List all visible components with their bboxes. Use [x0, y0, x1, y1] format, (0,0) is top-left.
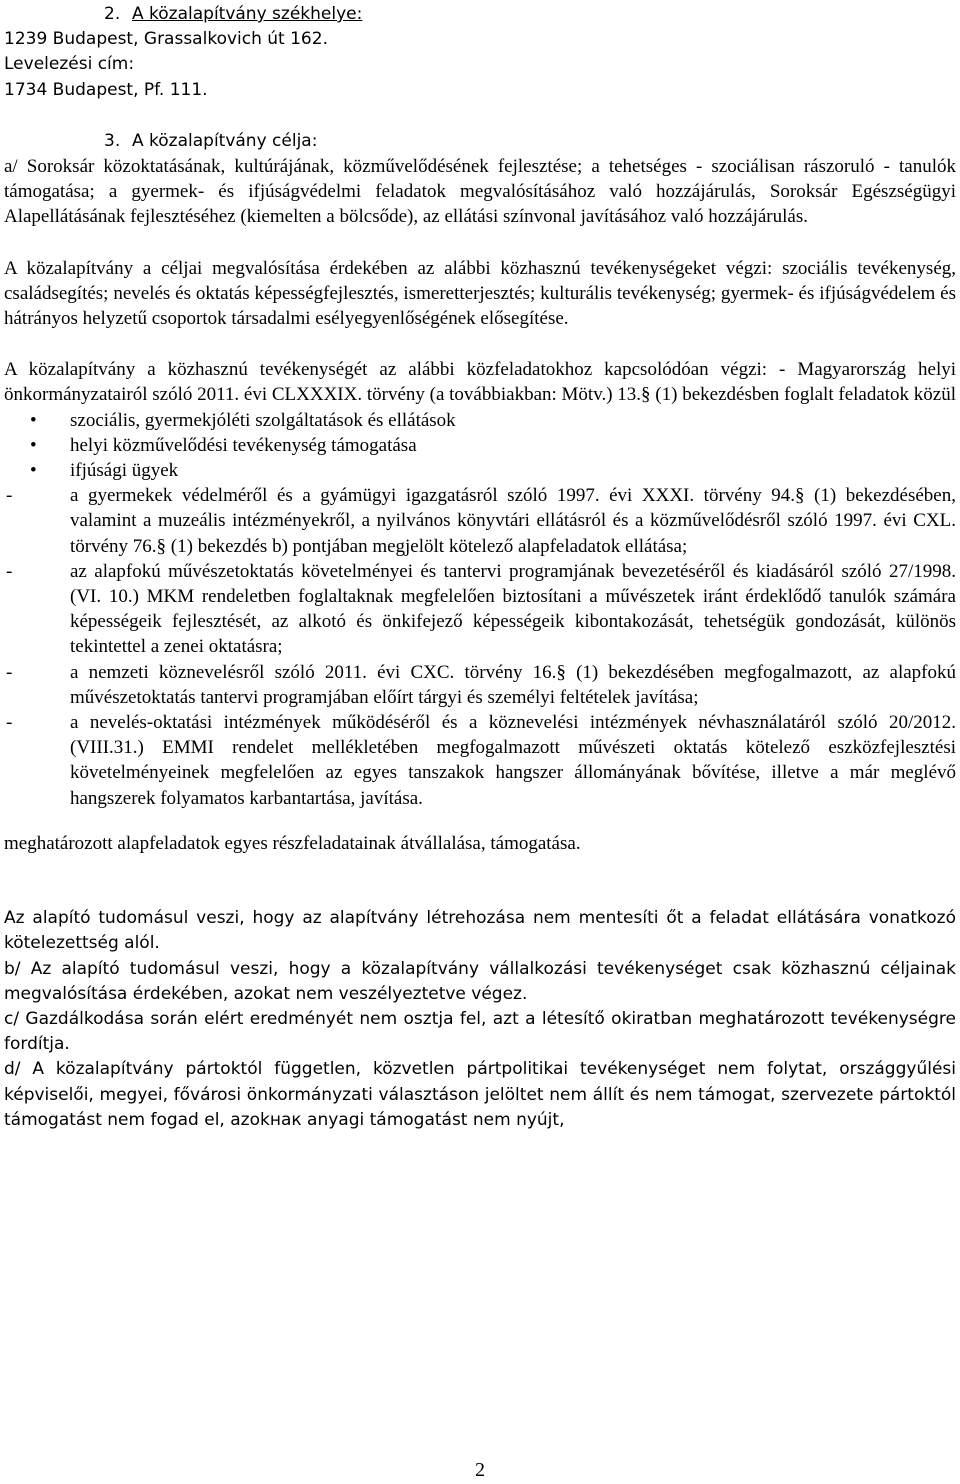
list-item: [4, 408, 956, 433]
dash-item-text: az alapfokú művészetoktatás követelményei és tantervi programjának bevezetéséről és kiadásáról szóló 27/1998. (VI. 10.) MKM rendeletben foglaltaknak megfelelően biztosítani a művészetek iránt érdeklődő tanulók számára képességeik fejlesztését, az alkotó és önkifejező képességeik kibontakozását, tehetségük gondozását, különös tekintettel a zenei oktatásra;: [70, 560, 956, 658]
dash-item: [4, 559, 956, 660]
paragraph-b: b/ Az alapító tudomásul veszi, hogy a közalapítvány vállalkozási tevékenységet csak közhasznú céljainak megvalósítása érdekében, azokat nem veszélyeztetve végez.: [4, 958, 956, 1004]
page-number: 2: [475, 1459, 485, 1481]
founder-section: [4, 906, 956, 1133]
mail-label: Levelezési cím:: [4, 54, 135, 75]
aim-paragraph: a/ Soroksár közoktatásának, kultúrájának, közművelődésének fejlesztése; a tehetséges - szociálisan rászoruló - tanulók támogatása; a gyermek- és ifjúságvédelmi feladatok megvalósításához való hozzájárulás, Soroksár Egészségügyi Alapellátásának fejlesztéséhez (kiemelten a bölcsőde), az ellátási színvonal javításához való hozzájárulás.: [4, 156, 956, 228]
dash-item-text: a gyermekek védelméről és a gyámügyi igazgatásról szóló 1997. évi XXXI. törvény 94.§ (1) bekezdésében, valamint a muzeális intézményekről, a nyilvános könyvtári ellátásról és a közművelődésről szóló 1997. évi CXL. törvény 76.§ (1) bekezdés b) pontjában megjelölt kötelező alapfeladatok ellátása;: [70, 485, 956, 557]
spacer: [4, 856, 956, 906]
spacer: [4, 331, 956, 357]
dash-marker: -: [6, 485, 13, 507]
section-2-heading: [4, 2, 956, 27]
public-tasks-paragraph: A közalapítvány a közhasznú tevékenységét az alábbi közfeladatokhoz kapcsolódóan végzi: - Magyarország helyi önkormányzatairól szóló 2011. évi CLXXXIX. törvény (a továbbiakban: Mötv.) 13.§ (1) bekezdésben foglalt feladatok közül: [4, 359, 957, 406]
mail-address: 1734 Budapest, Pf. 111.: [4, 79, 208, 100]
paragraph-c: c/ Gazdálkodása során elért eredményét nem osztja fel, azt a létesítő okiratban meghatározott tevékenységre fordítja.: [4, 1008, 956, 1055]
document-page: [4, 2, 956, 1133]
bullet-list: [4, 408, 956, 484]
section-2: [4, 2, 956, 103]
section-3-title: A közalapítvány célja:: [132, 130, 318, 151]
bullet-icon: •: [30, 434, 37, 456]
spacer: [4, 230, 956, 256]
tasks-paragraph: meghatározott alapfeladatok egyes részfeladatainak átvállalása, támogatása.: [4, 832, 581, 854]
section-3-number: 3.: [104, 130, 121, 151]
dash-item-text: a nemzeti köznevelésről szóló 2011. évi CXC. törvény 16.§ (1) bekezdésében megfogalmazott, az alapfokú művészetoktatás tantervi programjában előírt tárgyi és személyi feltételek javítása;: [70, 661, 956, 708]
bullet-icon: •: [30, 409, 37, 431]
dash-marker: -: [6, 560, 13, 582]
section-3: [4, 129, 956, 154]
bullet-text: helyi közművelődési tevékenység támogatása: [70, 434, 417, 456]
dash-item: [4, 483, 956, 559]
list-item: [4, 458, 956, 483]
dash-item: [4, 710, 956, 811]
bullet-icon: •: [30, 460, 37, 482]
bullet-text: szociális, gyermekjóléti szolgáltatások és ellátások: [70, 409, 456, 431]
spacer: [4, 103, 956, 129]
dash-item: [4, 660, 956, 710]
list-item: [4, 433, 956, 458]
spacer: [4, 811, 956, 831]
seat-address: 1239 Budapest, Grassalkovich út 162.: [4, 29, 328, 50]
paragraph-d: d/ A közalapítvány pártoktól független, közvetlen pártpolitikai tevékenységet nem folytat, országgyűlési képviselői, megyei, fővárosi önkormányzati választáson jelöltet nem állít és nem támogat, szervezete pártoktól támogatást nem fogad el, azokнак anyagi támogatást nem nyújt,: [4, 1059, 956, 1130]
section-2-title: A közalapítvány székhelye:: [132, 4, 363, 24]
dash-marker: -: [6, 712, 13, 734]
bullet-text: ifjúsági ügyek: [70, 460, 179, 482]
section-2-number: 2.: [104, 4, 121, 24]
dash-marker: -: [6, 661, 13, 683]
section-3-heading: [4, 129, 956, 154]
dash-item-text: a nevelés-oktatási intézmények működéséről és a köznevelési intézmények névhasználatáról szóló 20/2012. (VIII.31.) EMMI rendelet mellékletében megfogalmazott művészeti oktatás kötelező eszközfejlesztési követelményeinek megfelelően az egyes tanszakok hangszer állományának bővítése, illetve a már meglévő hangszerek folyamatos karbantartása, javítása.: [70, 712, 956, 809]
activities-paragraph: A közalapítvány a céljai megvalósítása érdekében az alábbi közhasznú tevékenységeket végzi: szociális tevékenység, családsegítés; nevelés és oktatás képességfejlesztés, ismeretterjesztés; kulturális tevékenység; gyermek- és ifjúságvédelem és hátrányos helyzetű csoportok társadalmi esélyegyenlőségének elősegítése.: [4, 257, 956, 330]
founder-paragraph: Az alapító tudomásul veszi, hogy az alapítvány létrehozása nem mentesíti őt a feladat ellátására vonatkozó kötelezettség alól.: [4, 908, 956, 954]
